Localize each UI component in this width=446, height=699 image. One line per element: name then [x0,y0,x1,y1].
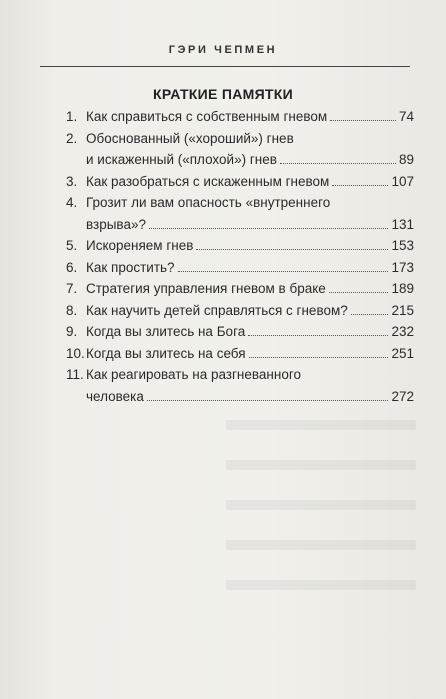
toc-entry-line [66,386,414,408]
toc-entry [66,128,414,171]
toc-entry-number: 4. [66,195,78,210]
toc-entry-line [66,171,414,193]
toc-entry-number: 1. [66,109,78,124]
toc-entry-title: Обоснованный («хороший») гнев [86,130,294,146]
toc-entry [66,106,414,128]
toc-entry-title: Как реагировать на разгневанного [86,367,301,382]
dot-leader [249,357,389,358]
toc-entry-page: 251 [391,345,414,361]
show-through-text [226,420,416,430]
dot-leader [332,185,388,186]
toc-entry-title: взрыва»? [86,216,146,232]
toc-entry-line [66,128,414,150]
header-rule [40,66,410,67]
toc-entry-line [66,300,414,322]
toc-entry-number: 5. [66,238,78,253]
dot-leader [280,163,396,164]
toc-entry-line [66,235,414,257]
toc-entry-line [66,364,414,386]
toc-entry-page: 107 [391,173,414,189]
toc-entry-line [66,278,414,300]
section-title: КРАТКИЕ ПАМЯТКИ [152,86,293,102]
toc-entry-title: Когда вы злитесь на себя [86,345,246,361]
toc-entry-page: 232 [391,324,414,339]
dot-leader [351,314,389,315]
toc-entry [66,364,414,407]
show-through-text [226,540,416,550]
toc-entry [66,321,414,343]
toc-entry-title: Грозит ли вам опасность «внутреннего [86,195,331,210]
toc-entry-title: Искореняем гнев [86,238,194,253]
dot-leader [147,400,389,401]
toc-entry-number: 8. [66,302,78,318]
toc-entry-title: Когда вы злитесь на Бога [86,324,246,339]
toc-entry-page: 189 [391,281,414,296]
toc-entry-number: 2. [66,130,78,146]
toc-entry-title: Как простить? [86,259,175,275]
toc-entry-page: 173 [391,259,414,275]
toc-entry-page: 89 [398,152,414,167]
dot-leader [248,335,388,336]
toc-entry-line [66,343,414,365]
toc-entry-title: человека [86,388,144,404]
dot-leader [178,271,389,272]
toc-entry [66,343,414,365]
toc-list [66,106,414,407]
toc-entry-line [66,214,414,236]
toc-entry-line [66,106,414,128]
dot-leader [330,120,396,121]
toc-entry-number: 9. [66,324,78,339]
show-through-text [226,500,416,510]
toc-entry-title: Как научить детей справляться с гневом? [86,302,348,318]
toc-entry-number: 11. [66,367,84,382]
toc-entry-title: Стратегия управления гневом в браке [86,281,326,296]
toc-entry-title: Как справиться с собственным гневом [86,109,328,124]
toc-entry-title: и искаженный («плохой») гнев [86,152,277,167]
show-through-text [226,460,416,470]
toc-entry-title: Как разобраться с искаженным гневом [86,173,330,189]
toc-entry [66,257,414,279]
toc-entry-line [66,257,414,279]
toc-entry-line [66,321,414,343]
toc-entry-line [66,192,414,214]
toc-entry-number: 6. [66,259,78,275]
toc-entry-page: 215 [391,302,414,318]
toc-entry-page: 272 [391,388,414,404]
toc-entry-page: 153 [391,238,414,253]
toc-entry-page: 131 [391,216,414,232]
toc-entry-number: 3. [66,173,78,189]
toc-entry-number: 10. [66,345,85,361]
toc-entry-page: 74 [398,109,414,124]
toc-entry-number: 7. [66,281,78,296]
toc-entry [66,192,414,235]
toc-entry [66,171,414,193]
dot-leader [329,292,389,293]
dot-leader [149,228,389,229]
toc-entry-line [66,149,414,171]
running-header: ГЭРИ ЧЕПМЕН [168,44,278,56]
show-through-text [226,580,416,590]
dot-leader [196,249,388,250]
toc-entry [66,300,414,322]
toc-entry [66,278,414,300]
toc-entry [66,235,414,257]
